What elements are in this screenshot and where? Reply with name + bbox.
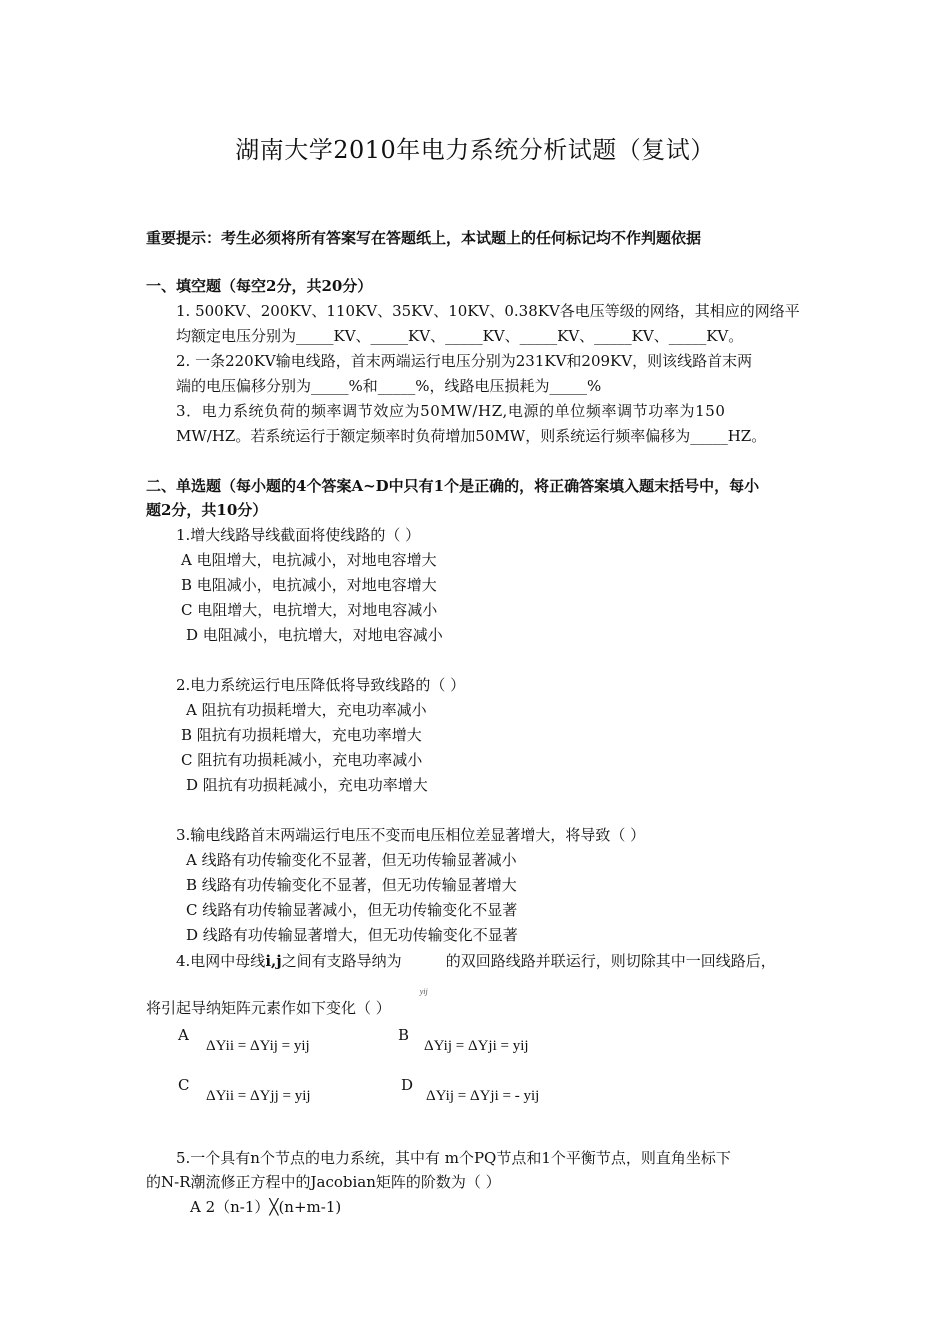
mc-q4-label-a: A: [178, 1026, 189, 1044]
section2-heading-line2: 题2分，共10分）: [146, 501, 268, 519]
mc-q4-stem-line1: [176, 951, 776, 996]
mc-q4-option-b: ΔYij = ΔYji = yij: [424, 1038, 529, 1054]
mc-q5-stem-line2: 的N-R潮流修正方程中的Jacobian矩阵的阶数为（ ）: [146, 1173, 501, 1191]
mc-q5-stem-line1: 5.一个具有n个节点的电力系统，其中有 m个PQ节点和1个平衡节点，则直角坐标下: [176, 1149, 731, 1167]
mc-q2-stem: 2.电力系统运行电压降低将导致线路的（ ）: [176, 676, 466, 694]
mc-q4-option-c: ΔYii = ΔYjj = yij: [206, 1088, 311, 1104]
mc-q4-inline-symbol: yij: [419, 987, 428, 996]
page-title: 湖南大学2010年电力系统分析试题（复试）: [235, 136, 715, 164]
mc-q1-option-c: C 电阻增大，电抗增大，对地电容减小: [181, 601, 438, 619]
mc-q1-stem: 1.增大线路导线截面将使线路的（ ）: [176, 526, 421, 544]
mc-q3-option-c: C 线路有功传输显著减小，但无功传输变化不显著: [186, 901, 518, 919]
fill-q1-line1: 1. 500KV、200KV、110KV、35KV、10KV、0.38KV各电压等级的网络，其相应的网络平: [176, 302, 800, 320]
mc-q2-option-a: A 阻抗有功损耗增大，充电功率减小: [186, 701, 427, 719]
mc-q4-label-c: C: [178, 1076, 190, 1094]
mc-q4-stem-post: 的双回路线路并联运行，则切除其中一回线路后，: [445, 952, 776, 970]
fill-q1-line2: 均额定电压分别为_____KV、_____KV、_____KV、_____KV、_____KV、_____KV。: [176, 327, 744, 345]
mc-q3-option-b: B 线路有功传输变化不显著，但无功传输显著增大: [186, 876, 517, 894]
fill-q3-line2: MW/HZ。若系统运行于额定频率时负荷增加50MW，则系统运行频率偏移为_____HZ。: [176, 427, 767, 445]
mc-q1-option-d: D 电阻减小，电抗增大，对地电容减小: [186, 626, 443, 644]
mc-q2-option-c: C 阻抗有功损耗减小，充电功率减小: [181, 751, 423, 769]
mc-q3-option-d: D 线路有功传输显著增大，但无功传输变化不显著: [186, 926, 518, 944]
mc-q3-option-a: A 线路有功传输变化不显著，但无功传输显著减小: [186, 851, 517, 869]
mc-q1-option-b: B 电阻减小，电抗减小，对地电容增大: [181, 576, 437, 594]
fill-q3-line1: 3．电力系统负荷的频率调节效应为50MW/HZ,电源的单位频率调节功率为150: [176, 402, 726, 420]
section1-heading: 一、填空题（每空2分，共20分）: [146, 277, 373, 295]
section2-heading-line1: 二、单选题（每小题的4个答案A~D中只有1个是正确的，将正确答案填入题末括号中，每小: [146, 477, 760, 495]
mc-q5-option-a: A 2（n-1）╳(n+m-1): [190, 1198, 342, 1216]
mc-q4-stem-pre: 4.电网中母线: [176, 952, 266, 970]
fill-q2-line1: 2. 一条220KV输电线路，首末两端运行电压分别为231KV和209KV，则该线路首末两: [176, 352, 753, 370]
mc-q4-label-d: D: [401, 1076, 414, 1094]
mc-q4-option-a: ΔYii = ΔYij = yij: [206, 1038, 310, 1054]
mc-q4-stem-mid: 之间有支路导纳为: [281, 952, 402, 970]
fill-q2-line2: 端的电压偏移分别为_____%和_____%，线路电压损耗为_____%: [176, 377, 602, 395]
mc-q2-option-b: B 阻抗有功损耗增大，充电功率增大: [181, 726, 422, 744]
notice: 重要提示：考生必须将所有答案写在答题纸上，本试题上的任何标记均不作判题依据: [146, 229, 702, 247]
mc-q4-option-d: ΔYij = ΔYji = - yij: [426, 1088, 540, 1104]
mc-q1-option-a: A 电阻增大，电抗减小，对地电容增大: [181, 551, 437, 569]
mc-q2-option-d: D 阻抗有功损耗减小，充电功率增大: [186, 776, 428, 794]
mc-q3-stem: 3.输电线路首末两端运行电压不变而电压相位差显著增大，将导致（ ）: [176, 826, 646, 844]
mc-q4-stem-bold: i,j: [265, 952, 282, 970]
mc-q4-stem-line2: 将引起导纳矩阵元素作如下变化（ ）: [146, 999, 391, 1017]
mc-q4-label-b: B: [398, 1026, 410, 1044]
